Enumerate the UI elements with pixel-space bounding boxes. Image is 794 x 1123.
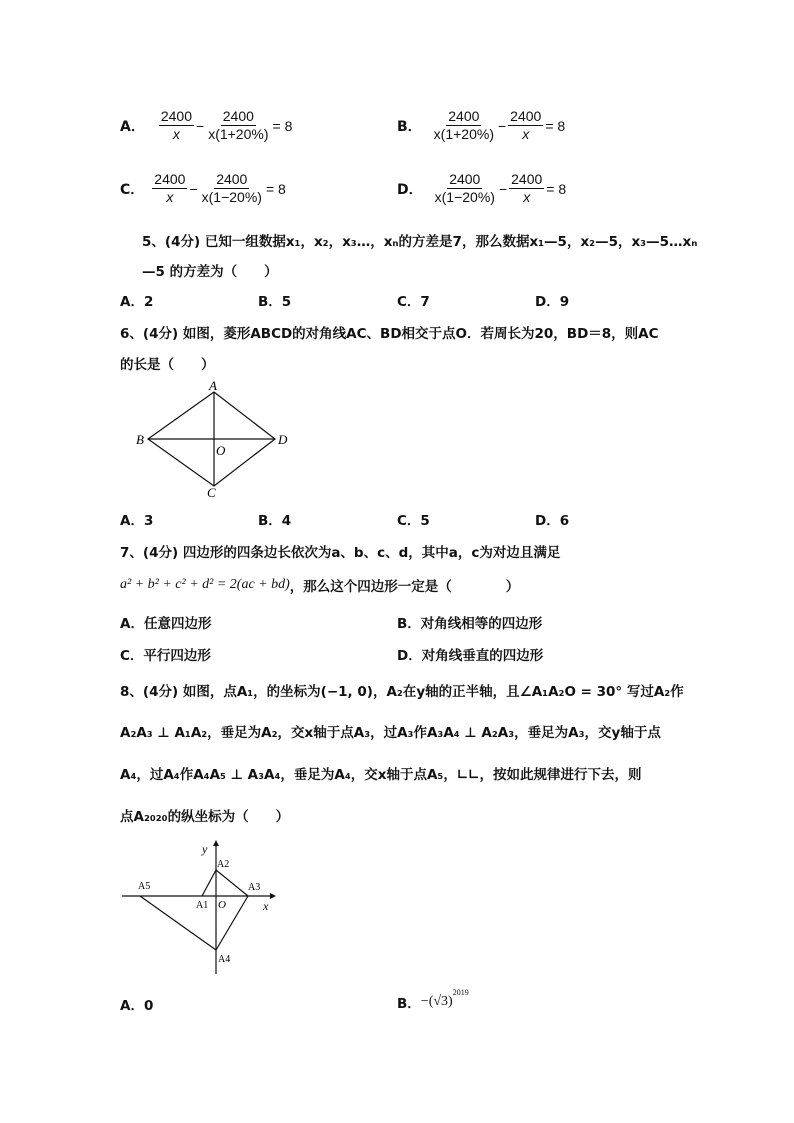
q5-option-b[interactable]: B．5 [258,294,292,310]
q6-stem-line2: 的长是（ ） [120,357,215,373]
y-axis-arrow-icon [213,840,219,846]
q4-option-d[interactable]: D． $\frac{2400}{x(1-20\%)}$ − $\frac{2400}{x}$ = 8 [397,171,567,205]
q7-stem-line1: 7、(4分) 四边形的四条边长依次为a、b、c、d，其中a，c为对边且满足 [120,545,561,561]
label-o: O [218,899,226,911]
fraction: $\frac{2400}{x(1+20\%)}$ [433,108,494,142]
q5-option-c[interactable]: C．7 [397,294,430,310]
q6-option-c[interactable]: C．5 [397,513,430,529]
label-b: B [136,432,144,447]
q8-stem-line3: A₄，过A₄作A₄A₅ ⊥ A₃A₄，垂足为A₄，交x轴于点A₅，∟∟，按如此规律进行下去，则 [120,767,642,783]
fraction: $\frac{2400}{x(1-20\%)}$ [434,171,495,205]
option-b-math: −(√3) [420,994,453,1009]
label-a: A [209,378,217,393]
q7-option-b[interactable]: B．对角线相等的四边形 [397,616,543,632]
q7-option-d[interactable]: D．对角线垂直的四边形 [397,648,544,664]
label-a1: A1 [196,900,209,911]
option-letter: A． [120,118,145,135]
q6-option-b[interactable]: B．4 [258,513,292,529]
fraction: $\frac{2400}{x}$ [510,108,542,142]
label-a2: A2 [217,859,230,870]
q8-option-b[interactable] [397,988,469,1012]
fraction: $\frac{2400}{x(1+20\%)}$ [208,108,269,142]
q5-stem-line1: 5、(4分) 已知一组数据x₁，x₂，x₃…，xₙ的方差是7，那么数据x₁—5，x₂—5，x₃—5…xₙ [142,234,698,250]
coordinate-figure [120,838,280,978]
rhombus-figure [130,376,300,500]
label-c: C [207,485,216,500]
option-letter: C． [120,181,145,198]
q7-stem-tail: ，那么这个四边形一定是（ ） [289,579,520,595]
label-d: D [278,432,288,447]
x-axis-arrow-icon [270,893,276,899]
q6-option-d[interactable]: D．6 [535,513,570,529]
option-b-exponent: 2019 [452,988,469,997]
label-y: y [202,842,208,856]
q7-option-a[interactable]: A．任意四边形 [120,616,212,632]
q6-option-a[interactable]: A．3 [120,513,154,529]
q8-stem-line1: 8、(4分) 如图，点A₁，的坐标为(−1, 0)，A₂在y轴的正半轴，且∠A₁A₂O = 30° 写过A₂作 [120,684,684,700]
q7-option-c[interactable]: C．平行四边形 [120,648,211,664]
q7-equation: a² + b² + c² + d² = 2(ac + bd) [120,577,290,592]
q8-stem-line4: 点A₂₀₂₀的纵坐标为（ ） [120,809,290,825]
label-a3: A3 [248,882,261,893]
label-x: x [263,899,269,913]
q4-option-b[interactable]: B． $\frac{2400}{x(1+20\%)}$ − $\frac{2400}{x}$ = 8 [397,108,566,142]
q5-option-d[interactable]: D．9 [535,294,570,310]
fraction: $\frac{2400}{x}$ [511,171,543,205]
q5-stem-line2: —5 的方差为（ ） [142,264,278,280]
option-letter: D． [397,181,423,198]
q4-option-c[interactable]: C． $\frac{2400}{x}$ − $\frac{2400}{x(1-20\%)}$ = 8 [120,171,286,205]
option-letter: B． [397,118,422,135]
q7-stem-line2 [120,575,519,595]
fraction: $\frac{2400}{x}$ [160,108,192,142]
segment-a1-a2 [202,870,216,896]
label-a4: A4 [218,954,231,965]
label-o: O [216,443,226,458]
option-letter: B． [397,996,421,1012]
fraction: $\frac{2400}{x(1-20\%)}$ [201,171,262,205]
label-a5: A5 [138,881,151,892]
q8-stem-line2: A₂A₃ ⊥ A₁A₂，垂足为A₂，交x轴于点A₃，过A₃作A₃A₄ ⊥ A₂A₃，垂足为A₃，交y轴于点 [120,725,661,741]
fraction: $\frac{2400}{x}$ [154,171,186,205]
q6-stem-line1: 6、(4分) 如图，菱形ABCD的对角线AC、BD相交于点O．若周长为20，BD＝8，则AC [120,326,659,342]
q4-option-a[interactable]: A． $\frac{2400}{x}$ − $\frac{2400}{x(1+20\%)}$ = 8 [120,108,293,142]
q8-option-a[interactable]: A．0 [120,998,154,1014]
q5-option-a[interactable]: A．2 [120,294,154,310]
segment-a2-a3 [216,870,248,896]
